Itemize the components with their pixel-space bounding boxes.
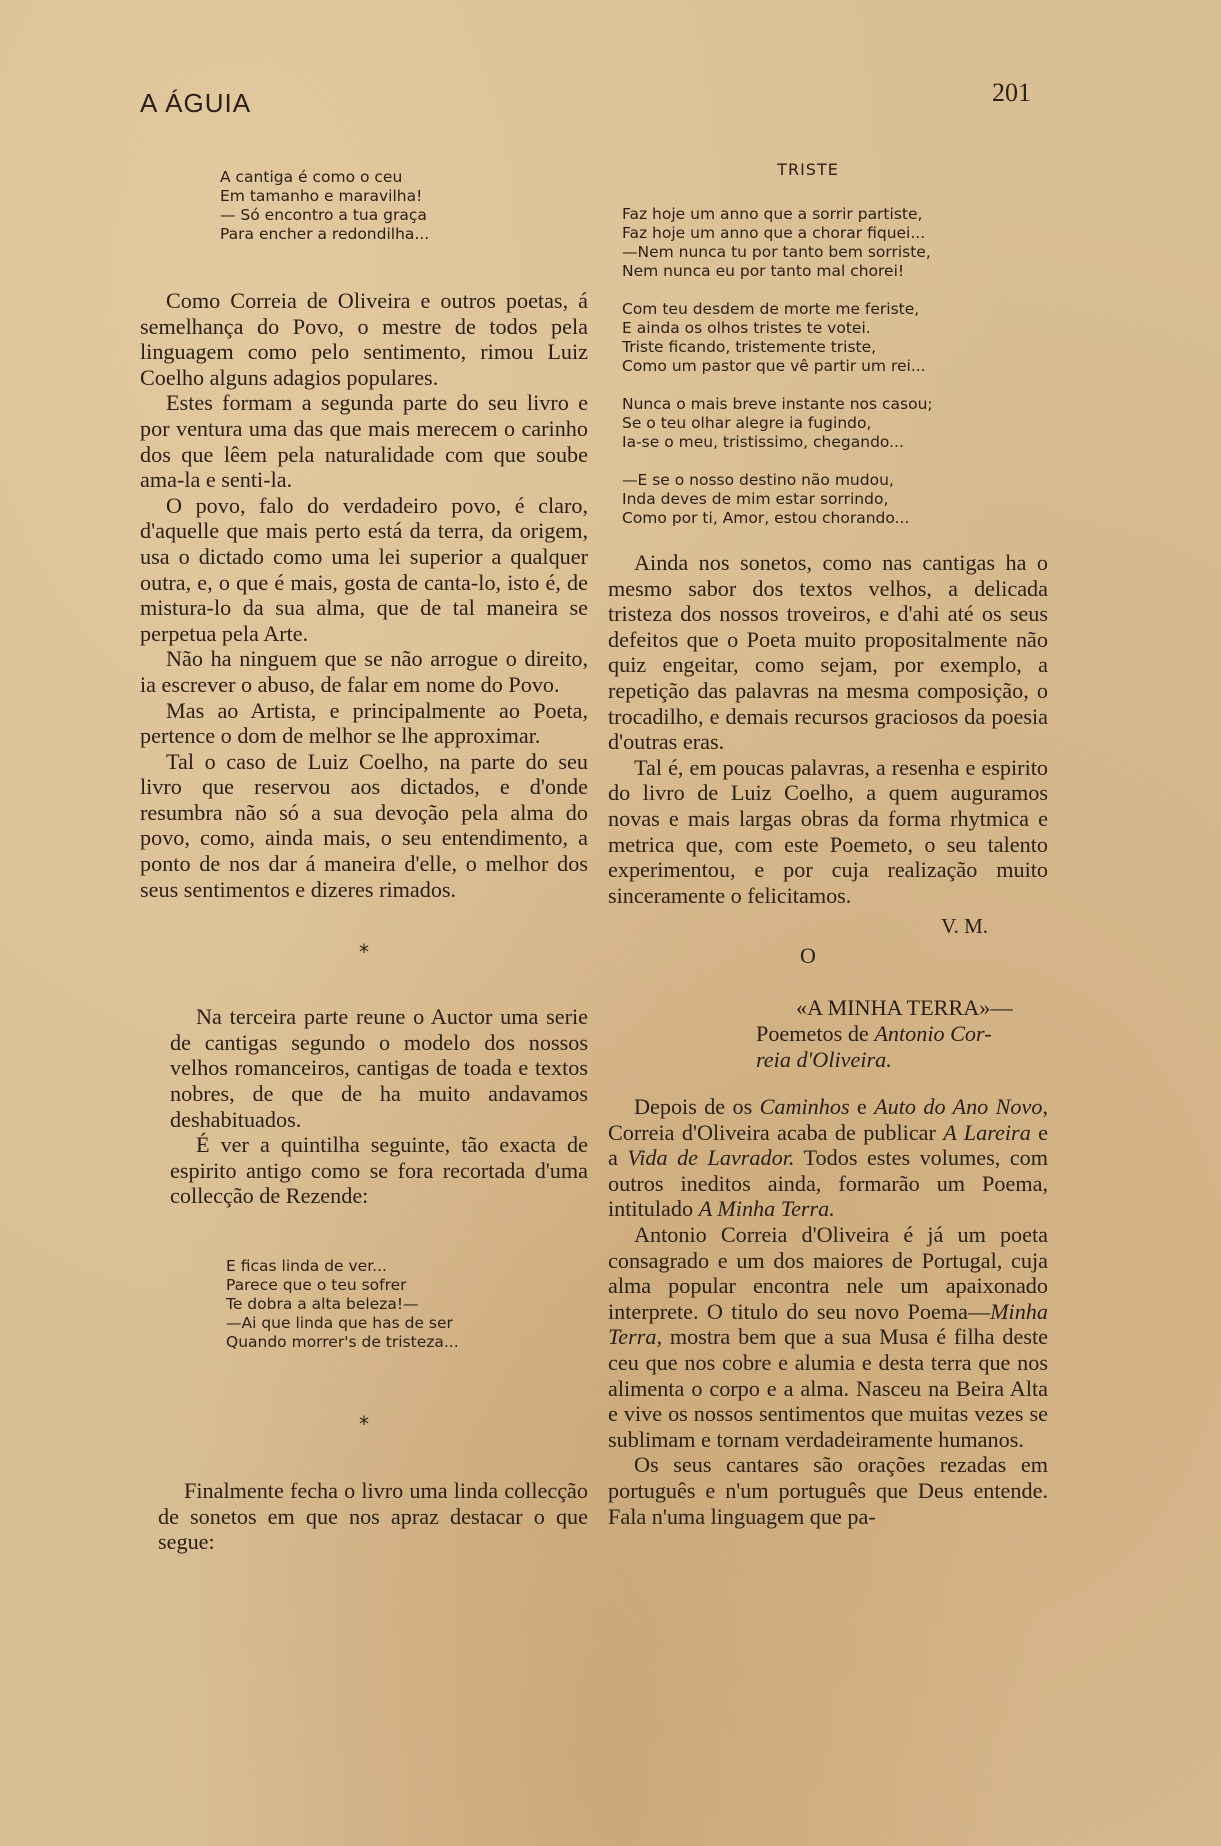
sonetos-commentary [608, 550, 1048, 908]
verse-line: Parece que o teu sofrer [226, 1276, 407, 1294]
sonnet-stanza [622, 471, 1048, 528]
paragraph: Ainda nos sonetos, como nas cantigas ha o mesmo sabor dos textos velhos, a delicada tristeza dos nossos troveiros, e d'ahi até os seus defeitos que o Poeta muito propositalmente não quiz engeitar, como sejam, por exemplo, a repetição das palavras na mesma composição, o trocadilho, e demais recursos graciosos da poesia d'outras eras. [608, 550, 1048, 755]
verse-line: —E se o nosso destino não mudou, [622, 471, 894, 489]
section-mark: O [800, 943, 816, 969]
paragraph: Os seus cantares são orações rezadas em português e n'um português que Deus entende. Fala n'uma linguagem que pa- [608, 1452, 1048, 1529]
verse-line: Quando morrer's de tristeza... [226, 1333, 459, 1351]
sonetos-section [140, 1478, 588, 1555]
verse-line: —Nem nunca tu por tanto bem sorriste, [622, 243, 931, 261]
verse-line: —Ai que linda que has de ser [226, 1314, 453, 1332]
sonnet-stanza [622, 205, 1048, 281]
verse-line: Se o teu olhar alegre ia fugindo, [622, 414, 872, 432]
verse-line: E ficas linda de ver... [226, 1257, 387, 1275]
verse-line: Te dobra a alta beleza!— [226, 1295, 419, 1313]
section-separator: * [359, 1412, 369, 1436]
review-heading [756, 995, 1048, 1072]
intro-verse [220, 168, 588, 244]
review-heading-author: reia d'Oliveira. [756, 1046, 892, 1072]
sonnet [608, 205, 1048, 528]
verse-line: Nem nunca eu por tanto mal chorei! [622, 262, 905, 280]
review-body [608, 1094, 1048, 1529]
verse-line: Inda deves de mim estar sorrindo, [622, 490, 889, 508]
sonnet-stanza [622, 300, 1048, 376]
paragraph: Tal é, em poucas palavras, a resenha e espirito do livro de Luiz Coelho, a quem auguramos novas e mais largas obras da forma rhytmica e metrica que, com este Poemeto, o seu talento experimentou, e por cuja realização muito sinceramente o felicitamos. [608, 754, 1048, 908]
paragraph: Estes formam a segunda parte do seu livro e por ventura uma das que mais merecem o carinho dos que lêem pela naturalidade com que soube ama-la e senti-la. [140, 390, 588, 493]
verse-line: Nunca o mais breve instante nos casou; [622, 395, 933, 413]
adagios-section [140, 288, 588, 902]
sonnet-title: TRISTE [777, 160, 839, 179]
paragraph: Tal o caso de Luiz Coelho, na parte do seu livro que reservou aos dictados, e d'onde resumbra não só a sua devoção pela alma do povo, como, ainda mais, o seu entendimento, a ponto de nos dar á maneira d'elle, o melhor dos seus sentimentos e dizeres rimados. [140, 748, 588, 902]
paragraph: Não ha ninguem que se não arrogue o direito, ia escrever o abuso, de falar em nome do Povo. [140, 646, 588, 697]
review-heading-text: Poemetos de [756, 1020, 875, 1046]
paragraph: Como Correia de Oliveira e outros poetas, á semelhança do Povo, o mestre de todos pela linguagem como pelo sentimento, rimou Luiz Coelho alguns adagios populares. [140, 288, 588, 390]
verse-line: Como um pastor que vê partir um rei... [622, 357, 926, 375]
paragraph: Antonio Correia d'Oliveira é já um poeta consagrado e um dos maiores de Portugal, cuja alma popular encontra nele um apaixonado interprete. O titulo do seu novo Poema—Minha Terra, mostra bem que a sua Musa é filha deste ceu que nos cobre e alumia e desta terra que nos alimenta o corpo e a alma. Nasceu na Beira Alta e vive os nossos sentimentos que muitas vezes se sublimam e tornam verdadeiramente humanos. [608, 1222, 1048, 1452]
cantigas-section [140, 1004, 588, 1209]
verse-line: Faz hoje um anno que a sorrir partiste, [622, 205, 923, 223]
review-heading-title: «A MINHA TERRA»— [796, 995, 1013, 1021]
paragraph: É ver a quintilha seguinte, tão exacta de espirito antigo como se fora recortada d'uma collecção de Rezende: [170, 1132, 588, 1209]
paragraph: Finalmente fecha o livro uma linda collecção de sonetos em que nos apraz destacar o que segue: [158, 1478, 588, 1555]
quintilha-verse [226, 1257, 588, 1352]
verse-line: Faz hoje um anno que a chorar fiquei... [622, 224, 926, 242]
verse-line: E ainda os olhos tristes te votei. [622, 319, 871, 337]
paragraph: O povo, falo do verdadeiro povo, é claro, d'aquelle que mais perto está da terra, da origem, usa o dictado como uma lei superior a qualquer outra, e, o que é mais, gosta de canta-lo, isto é, de mistura-lo da sua alma, que de tal maneira se perpetua pela Arte. [140, 492, 588, 646]
right-column [608, 160, 1048, 1529]
verse-line: — Só encontro a tua graça [220, 206, 427, 224]
verse-line: Triste ficando, tristemente triste, [622, 338, 877, 356]
review-heading-line [756, 1047, 1048, 1073]
journal-title: A ÁGUIA [140, 88, 252, 118]
paragraph: Mas ao Artista, e principalmente ao Poeta, pertence o dom de melhor se lhe approximar. [140, 697, 588, 749]
section-separator: * [359, 940, 369, 965]
verse-line: Como por ti, Amor, estou chorando... [622, 509, 910, 527]
paragraph: Depois de os Caminhos e Auto do Ano Novo, Correia d'Oliveira acaba de publicar A Lareira e a Vida de Lavrador. Todos estes volumes, com outros ineditos ainda, formarão um Poema, intitulado A Minha Terra. [608, 1094, 1049, 1222]
verse-line: Com teu desdem de morte me feriste, [622, 300, 920, 318]
verse-line: Ia-se o meu, tristissimo, chegando... [622, 433, 904, 451]
review-heading-line [756, 1021, 1048, 1047]
signature: V. M. [941, 914, 988, 939]
verse-line: Para encher a redondilha... [220, 225, 430, 243]
verse-line: A cantiga é como o ceu [220, 168, 403, 186]
left-column [140, 168, 588, 1555]
sonnet-stanza [622, 395, 1048, 452]
verse-line: Em tamanho e maravilha! [220, 187, 423, 205]
paragraph: Na terceira parte reune o Auctor uma serie de cantigas segundo o modelo dos nossos velhos romanceiros, cantigas de toada e textos nobres, de que de ha muito andavamos deshabituados. [170, 1004, 588, 1132]
page-number: 201 [992, 78, 1031, 107]
review-heading-author: Antonio Cor- [874, 1020, 992, 1046]
